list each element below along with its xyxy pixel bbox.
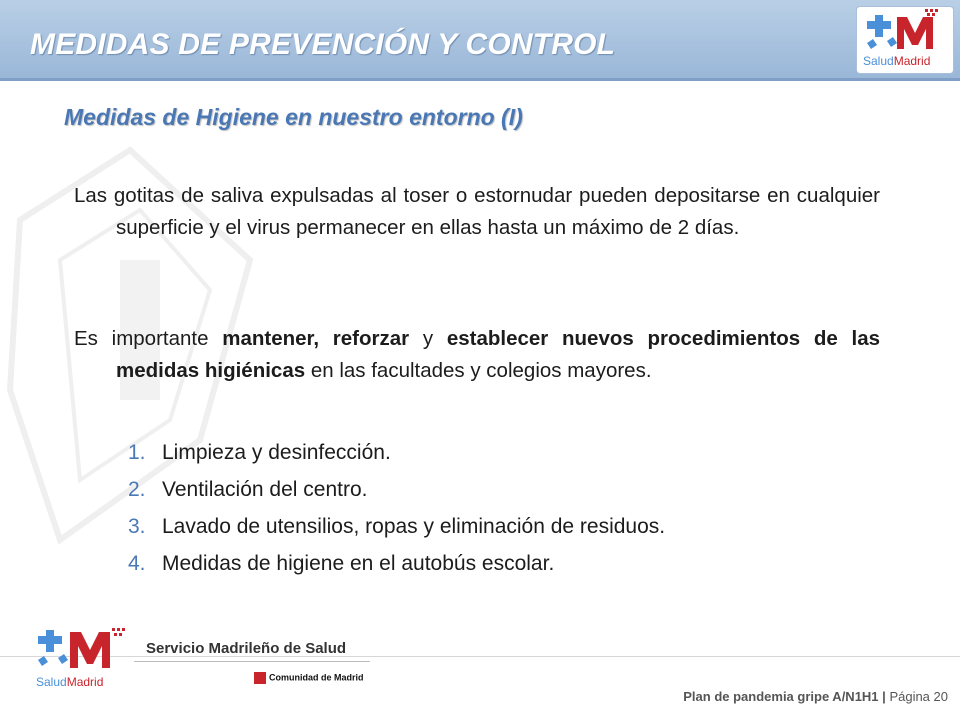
paragraph-text: y: [409, 327, 447, 350]
measures-list: [128, 434, 665, 582]
emphasis-text: mantener, reforzar: [222, 327, 410, 350]
svg-text:SaludMadrid: SaludMadrid: [863, 54, 931, 68]
footer: [683, 689, 948, 704]
slide-header: [0, 0, 960, 81]
service-name: Servicio Madrileño de Salud: [146, 640, 347, 657]
list-item: [128, 434, 665, 471]
logo-brand-madrid: Madrid: [66, 675, 104, 689]
service-underline: [134, 661, 370, 662]
paragraph-saliva: Las gotitas de saliva expulsadas al toser o estornudar pueden depositarse en cualquier superficie y el virus permanecer en ellas hasta un máximo de 2 días.: [74, 184, 880, 239]
salud-madrid-logo-bottom: [32, 622, 132, 692]
footer-divider: [0, 656, 960, 657]
slide-subtitle: Medidas de Higiene en nuestro entorno (I): [64, 104, 523, 130]
community-logo: [254, 672, 364, 684]
list-item-text: Limpieza y desinfección.: [162, 441, 391, 464]
list-item-text: Medidas de higiene en el autobús escolar.: [162, 552, 555, 575]
paragraph-importance: [74, 323, 880, 387]
list-item-text: Lavado de utensilios, ropas y eliminación de residuos.: [162, 515, 666, 538]
list-number: 4.: [128, 552, 146, 575]
list-item: [128, 471, 665, 508]
plan-name: Plan de pandemia gripe A/N1H1: [683, 689, 879, 704]
emphasis-text: establecer nuevos procedimientos de las medidas higiénicas: [116, 327, 880, 382]
list-item-text: Ventilación del centro.: [162, 478, 368, 501]
paragraph-text: en las facultades y colegios mayores.: [305, 359, 652, 382]
page-number: Página 20: [889, 689, 948, 704]
footer-separator: |: [882, 689, 886, 704]
community-name: Comunidad de Madrid: [269, 672, 364, 683]
paragraph-text: Es importante: [74, 327, 223, 350]
list-number: 2.: [128, 478, 146, 501]
salud-madrid-emblem-icon: [857, 7, 953, 73]
logo-brand-salud: Salud: [36, 675, 67, 689]
list-number: 3.: [128, 515, 146, 538]
slide-title: MEDIDAS DE PREVENCIÓN Y CONTROL: [30, 28, 616, 61]
list-item: [128, 545, 665, 582]
community-flag-icon: [254, 672, 266, 684]
list-number: 1.: [128, 441, 146, 464]
salud-madrid-logo-top: [856, 6, 954, 74]
svg-text:SaludMadrid: [36, 675, 103, 689]
list-item: [128, 508, 665, 545]
